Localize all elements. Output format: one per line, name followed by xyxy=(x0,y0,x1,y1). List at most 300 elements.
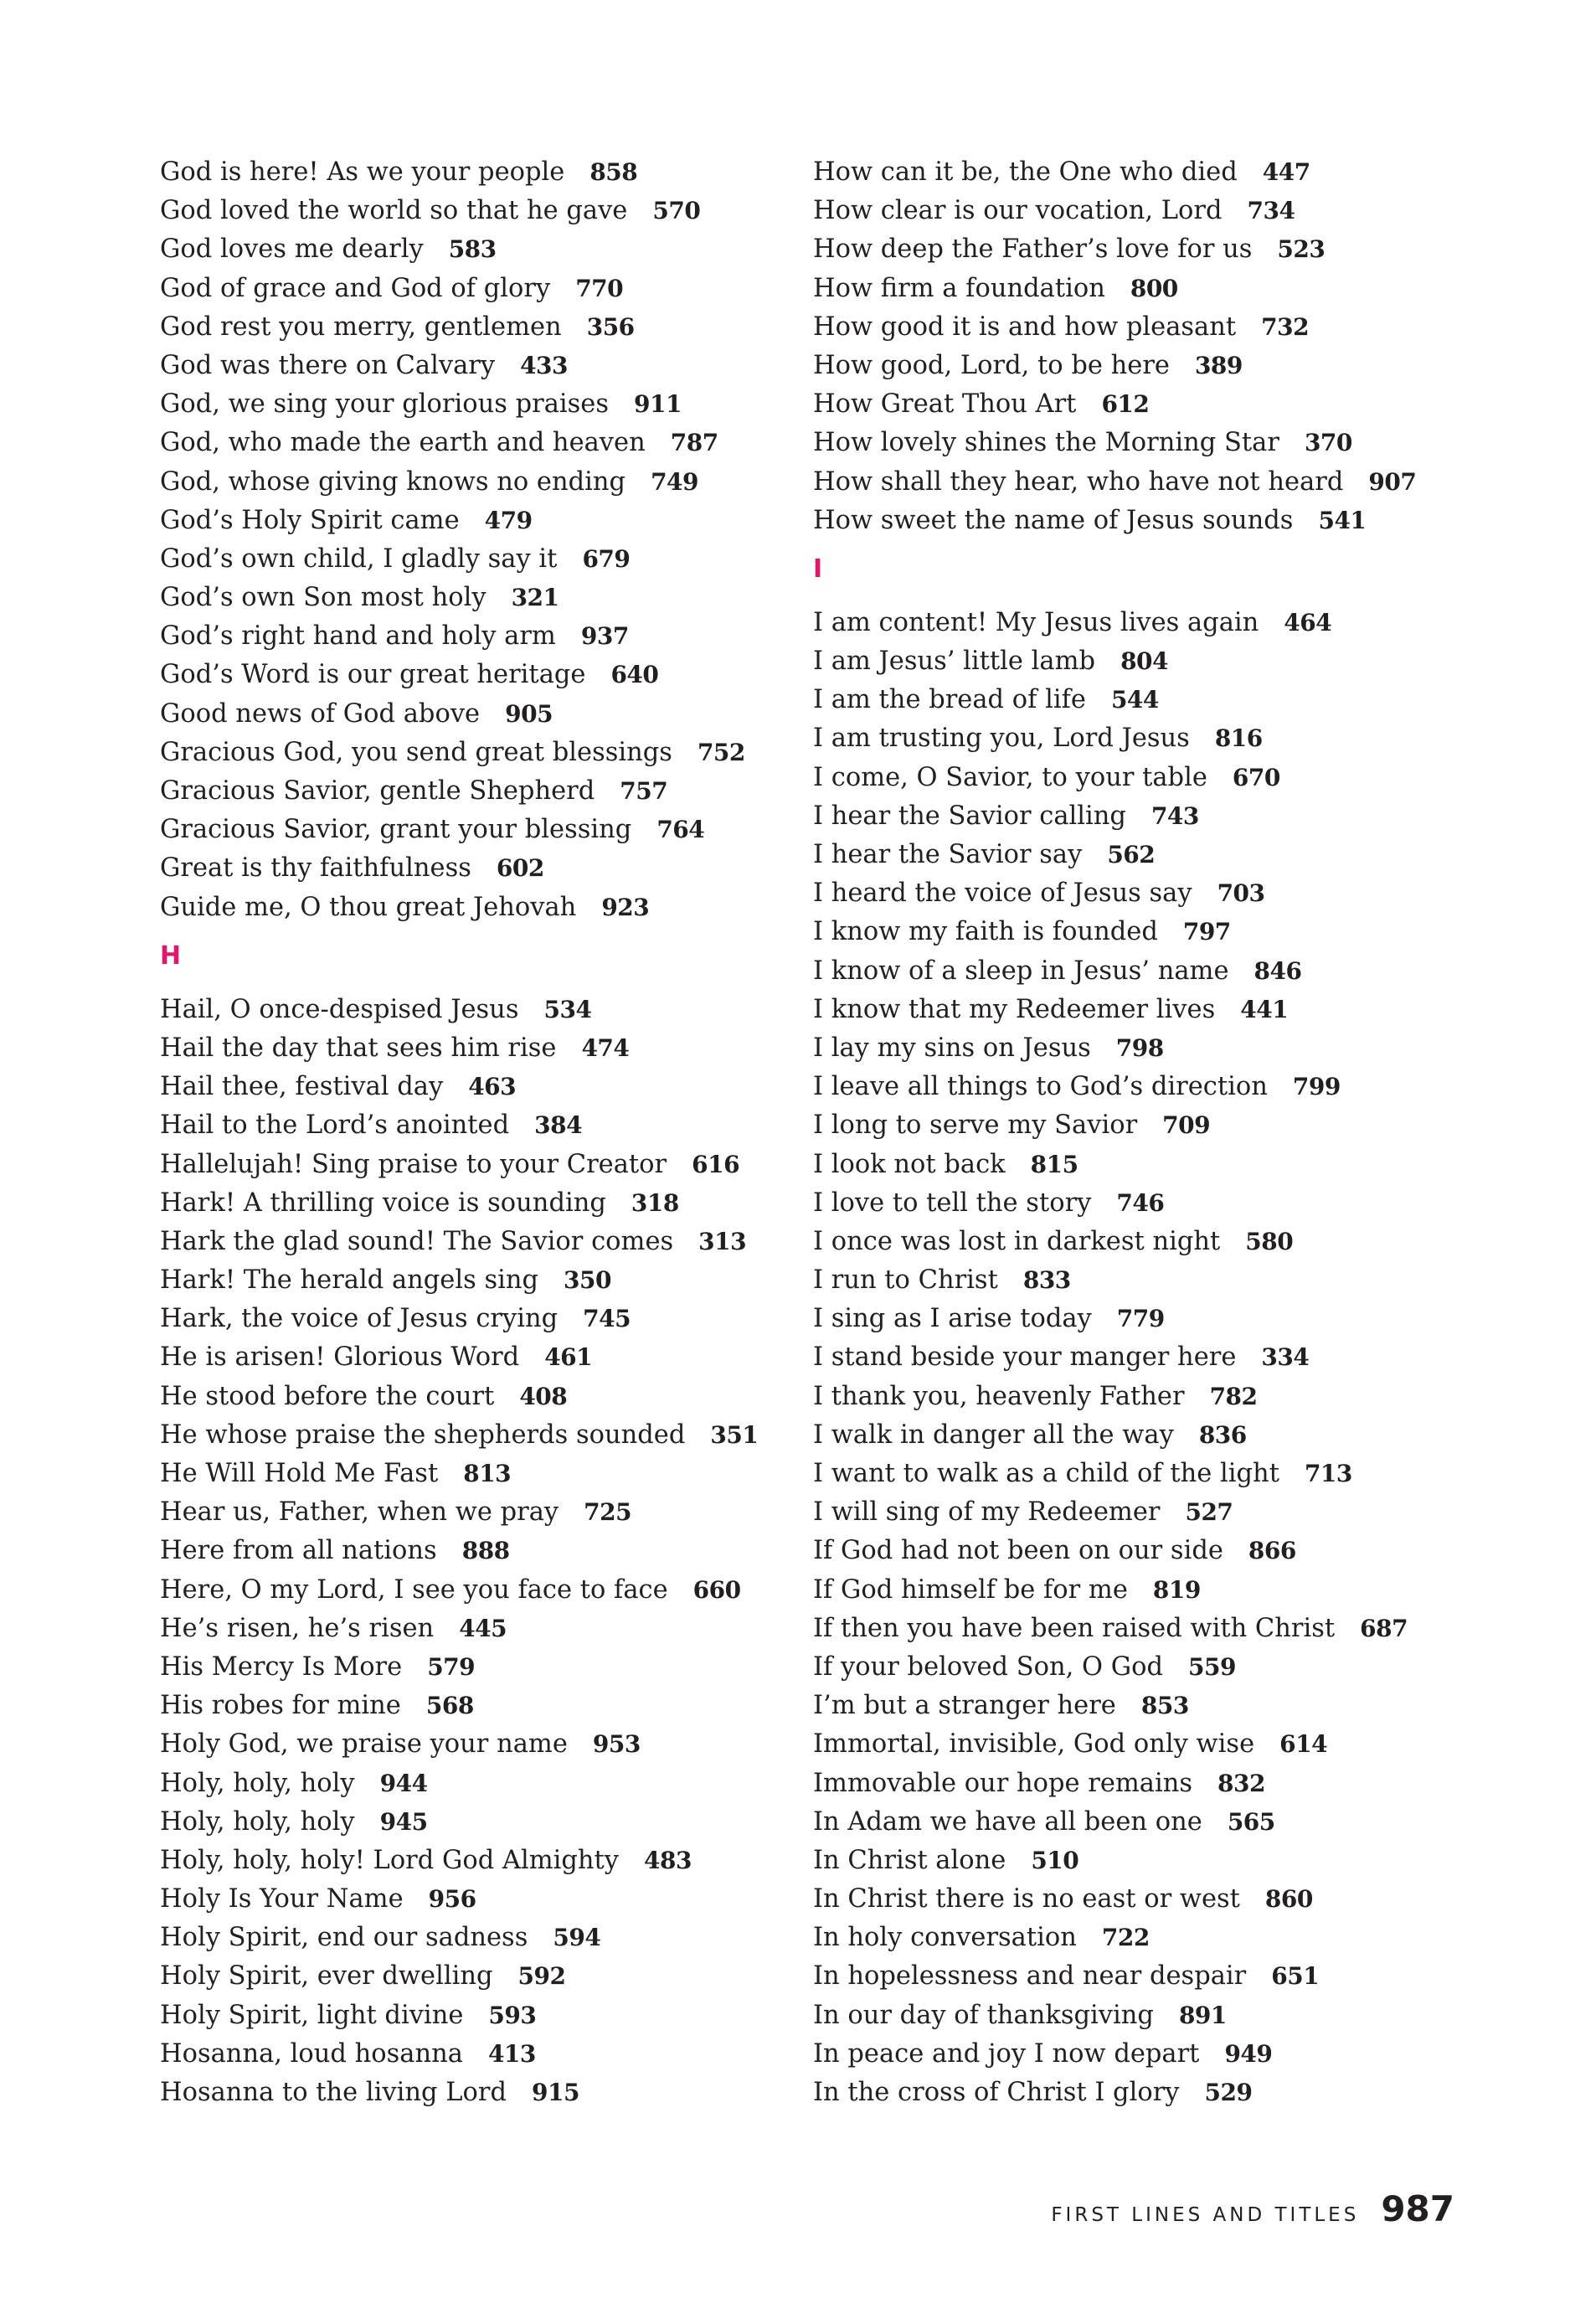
index-entry xyxy=(813,1880,1475,1919)
hymn-title: He’s risen, he’s risen xyxy=(160,1613,435,1643)
hymn-number: 937 xyxy=(580,622,629,651)
hymn-title: If God himself be for me xyxy=(813,1574,1128,1605)
index-entry xyxy=(160,811,796,849)
hymn-number: 570 xyxy=(652,197,701,225)
hymn-number: 745 xyxy=(583,1305,631,1333)
hymn-number: 687 xyxy=(1360,1614,1408,1642)
hymn-number: 461 xyxy=(544,1343,593,1372)
hymn-number: 797 xyxy=(1182,918,1231,946)
hymn-title: In peace and joy I now depart xyxy=(813,2038,1200,2069)
hymn-number: 541 xyxy=(1318,506,1367,534)
hymn-title: Guide me, O thou great Jehovah xyxy=(160,892,577,922)
hymn-number: 370 xyxy=(1304,429,1352,457)
hymn-number: 703 xyxy=(1217,879,1265,908)
hymn-title: God was there on Calvary xyxy=(160,350,496,380)
hymn-title: I know my faith is founded xyxy=(813,917,1158,947)
page-footer xyxy=(1051,2188,1454,2229)
hymn-title: God, who made the earth and heaven xyxy=(160,428,646,458)
index-entry xyxy=(160,2074,796,2112)
hymn-number: 464 xyxy=(1284,608,1332,636)
hymn-title: Hail thee, festival day xyxy=(160,1072,444,1102)
index-entry xyxy=(160,230,796,269)
index-entry xyxy=(813,1184,1475,1223)
index-entry xyxy=(160,1068,796,1106)
hymn-title: Gracious Savior, grant your blessing xyxy=(160,815,632,845)
hymn-number: 743 xyxy=(1150,801,1199,830)
hymn-title: I am trusting you, Lord Jesus xyxy=(813,724,1190,754)
hymn-title: God’s Word is our great heritage xyxy=(160,660,586,690)
index-entry xyxy=(813,604,1475,642)
index-entry xyxy=(160,1725,796,1764)
index-entry xyxy=(813,502,1475,540)
hymn-title: God loves me dearly xyxy=(160,234,424,265)
hymn-number: 799 xyxy=(1292,1073,1341,1101)
hymn-title: I lay my sins on Jesus xyxy=(813,1033,1091,1063)
hymn-number: 479 xyxy=(484,506,533,534)
right-entries-list xyxy=(813,153,1475,540)
hymn-number: 447 xyxy=(1262,158,1310,186)
hymn-title: I am the bread of life xyxy=(813,685,1086,715)
hymn-title: I thank you, heavenly Father xyxy=(813,1381,1185,1411)
hymn-title: God’s own child, I gladly say it xyxy=(160,544,558,574)
hymn-number: 815 xyxy=(1030,1150,1078,1178)
index-entry xyxy=(160,1455,796,1493)
hymn-number: 800 xyxy=(1130,274,1178,302)
index-entry xyxy=(813,2035,1475,2074)
index-entry xyxy=(160,579,796,617)
hymn-title: Hark! The herald angels sing xyxy=(160,1265,539,1296)
hymn-title: His Mercy Is More xyxy=(160,1652,403,1682)
index-entry xyxy=(160,1957,796,1996)
hymn-number: 651 xyxy=(1271,1962,1320,1991)
hymn-number: 565 xyxy=(1227,1807,1275,1836)
page-number: 987 xyxy=(1381,2188,1454,2229)
hymn-title: I heard the voice of Jesus say xyxy=(813,879,1192,909)
hymn-number: 474 xyxy=(581,1033,630,1062)
hymn-title: I walk in danger all the way xyxy=(813,1420,1174,1450)
section-heading-h: H xyxy=(160,940,182,971)
hymn-title: In the cross of Christ I glory xyxy=(813,2078,1180,2107)
hymn-number: 334 xyxy=(1261,1343,1310,1372)
index-entry xyxy=(160,1765,796,1803)
index-entry xyxy=(813,1997,1475,2035)
hymn-number: 594 xyxy=(553,1924,601,1952)
index-entry xyxy=(813,1957,1475,1996)
index-entry xyxy=(813,1842,1475,1880)
hymn-title: I want to walk as a child of the light xyxy=(813,1459,1279,1488)
hymn-number: 732 xyxy=(1261,312,1310,341)
hymn-title: If then you have been raised with Christ xyxy=(813,1613,1336,1643)
index-entry xyxy=(160,1571,796,1610)
index-entry xyxy=(160,1610,796,1648)
hymn-title: Here, O my Lord, I see you face to face xyxy=(160,1574,668,1605)
index-entry xyxy=(813,1338,1475,1377)
hymn-title: Hark, the voice of Jesus crying xyxy=(160,1304,559,1334)
hymn-title: Hark! A thrilling voice is sounding xyxy=(160,1188,606,1218)
hymn-number: 709 xyxy=(1162,1111,1211,1140)
hymn-number: 356 xyxy=(586,312,635,341)
index-entry xyxy=(160,991,796,1029)
index-entry xyxy=(813,347,1475,385)
index-entry xyxy=(813,1803,1475,1842)
index-entry xyxy=(160,889,796,927)
hymn-title: How good, Lord, to be here xyxy=(813,350,1170,380)
hymn-title: Holy Is Your Name xyxy=(160,1884,404,1914)
index-entry xyxy=(813,759,1475,797)
hymn-title: In holy conversation xyxy=(813,1923,1077,1953)
hymn-title: In our day of thanksgiving xyxy=(813,2000,1154,2030)
hymn-title: God, we sing your glorious praises xyxy=(160,389,609,420)
index-entry xyxy=(160,1184,796,1223)
right-entries-list-after-heading xyxy=(813,604,1475,2112)
index-entry xyxy=(813,1146,1475,1184)
hymn-number: 836 xyxy=(1198,1420,1247,1449)
hymn-number: 660 xyxy=(692,1575,741,1604)
index-entry xyxy=(813,1029,1475,1068)
hymn-title: Hail the day that sees him rise xyxy=(160,1033,557,1063)
index-entry xyxy=(160,1880,796,1919)
hymn-title: How shall they hear, who have not heard xyxy=(813,466,1344,497)
index-entry xyxy=(813,1687,1475,1725)
hymn-number: 350 xyxy=(564,1266,611,1295)
hymn-title: How sweet the name of Jesus sounds xyxy=(813,505,1294,535)
hymn-title: Immortal, invisible, God only wise xyxy=(813,1729,1255,1760)
hymn-title: He stood before the court xyxy=(160,1381,495,1411)
hymn-number: 614 xyxy=(1279,1730,1328,1759)
hymn-number: 782 xyxy=(1209,1382,1258,1410)
hymn-title: Hosanna, loud hosanna xyxy=(160,2038,463,2069)
hymn-number: 858 xyxy=(589,158,638,186)
hymn-number: 670 xyxy=(1232,763,1280,791)
index-entry xyxy=(160,1338,796,1377)
index-entry xyxy=(813,1223,1475,1261)
index-entry xyxy=(160,734,796,772)
hymn-title: I look not back xyxy=(813,1149,1006,1179)
hymn-title: God rest you merry, gentlemen xyxy=(160,312,562,342)
index-entry xyxy=(160,463,796,502)
hymn-title: God is here! As we your people xyxy=(160,157,565,187)
index-entry xyxy=(813,1493,1475,1532)
index-entry xyxy=(813,1106,1475,1145)
hymn-number: 846 xyxy=(1253,956,1302,985)
hymn-number: 583 xyxy=(448,235,497,264)
hymn-number: 523 xyxy=(1277,235,1325,264)
index-entry xyxy=(160,1106,796,1145)
hymn-title: I know that my Redeemer lives xyxy=(813,994,1216,1024)
hymn-title: God loved the world so that he gave xyxy=(160,196,628,226)
hymn-title: I love to tell the story xyxy=(813,1188,1092,1218)
hymn-title: Great is thy faithfulness xyxy=(160,853,471,884)
hymn-number: 764 xyxy=(656,816,705,844)
hymn-title: I will sing of my Redeemer xyxy=(813,1497,1161,1528)
index-entry xyxy=(813,1378,1475,1416)
hymn-title: I am Jesus’ little lamb xyxy=(813,647,1096,677)
index-entry xyxy=(160,385,796,424)
index-entry xyxy=(160,2035,796,2074)
hymn-title: God’s right hand and holy arm xyxy=(160,621,556,652)
index-entry xyxy=(160,1648,796,1687)
hymn-title: He Will Hold Me Fast xyxy=(160,1459,439,1488)
index-entry xyxy=(813,1300,1475,1338)
index-entry xyxy=(160,1300,796,1338)
index-entry xyxy=(160,1416,796,1455)
hymn-title: How clear is our vocation, Lord xyxy=(813,196,1223,226)
hymn-number: 816 xyxy=(1214,724,1263,753)
hymn-title: In Adam we have all been one xyxy=(813,1806,1202,1837)
hymn-title: Hear us, Father, when we pray xyxy=(160,1497,559,1528)
hymn-title: His robes for mine xyxy=(160,1691,401,1721)
hymn-title: Hail, O once-despised Jesus xyxy=(160,994,519,1024)
hymn-title: Holy Spirit, ever dwelling xyxy=(160,1961,493,1992)
hymn-number: 318 xyxy=(631,1188,679,1217)
hymn-number: 770 xyxy=(575,274,624,302)
hymn-number: 389 xyxy=(1194,351,1243,379)
index-entry xyxy=(160,1146,796,1184)
hymn-number: 445 xyxy=(459,1614,507,1642)
hymn-title: I know of a sleep in Jesus’ name xyxy=(813,956,1229,986)
hymn-title: Immovable our hope remains xyxy=(813,1768,1193,1798)
index-entry xyxy=(160,656,796,694)
hymn-title: In hopelessness and near despair xyxy=(813,1961,1247,1992)
hymn-title: How Great Thou Art xyxy=(813,389,1077,420)
hymn-number: 956 xyxy=(428,1885,476,1914)
hymn-number: 544 xyxy=(1110,686,1159,714)
hymn-number: 746 xyxy=(1116,1188,1165,1217)
hymn-number: 779 xyxy=(1116,1305,1165,1333)
hymn-number: 757 xyxy=(620,777,668,805)
hymn-title: Gracious God, you send great blessings xyxy=(160,737,672,767)
hymn-title: God of grace and God of glory xyxy=(160,273,551,303)
hymn-title: I run to Christ xyxy=(813,1265,998,1296)
index-entry xyxy=(160,502,796,540)
index-entry xyxy=(813,1648,1475,1687)
hymn-number: 819 xyxy=(1152,1575,1201,1604)
index-entry xyxy=(160,1997,796,2035)
hymn-number: 911 xyxy=(634,390,682,419)
index-entry xyxy=(160,540,796,579)
hymn-number: 749 xyxy=(651,467,699,496)
index-entry xyxy=(813,952,1475,991)
hymn-number: 679 xyxy=(582,544,631,573)
hymn-number: 752 xyxy=(697,738,745,766)
hymn-number: 640 xyxy=(610,661,659,689)
hymn-title: How can it be, the One who died xyxy=(813,157,1238,187)
hymn-title: I long to serve my Savior xyxy=(813,1110,1138,1141)
left-entries-list xyxy=(160,153,796,927)
hymn-title: Holy, holy, holy xyxy=(160,1806,355,1837)
hymn-number: 351 xyxy=(710,1420,759,1449)
index-entry xyxy=(813,424,1475,462)
index-entry xyxy=(813,463,1475,502)
index-entry xyxy=(813,270,1475,308)
hymn-number: 953 xyxy=(592,1730,641,1759)
index-entry xyxy=(160,1378,796,1416)
hymn-number: 592 xyxy=(517,1962,566,1991)
hymn-number: 832 xyxy=(1217,1769,1265,1797)
hymn-title: I come, O Savior, to your table xyxy=(813,762,1207,792)
hymn-title: How firm a foundation xyxy=(813,273,1105,303)
hymn-number: 944 xyxy=(379,1769,428,1797)
index-entry xyxy=(160,153,796,192)
hymn-number: 860 xyxy=(1264,1885,1313,1914)
hymn-title: In Christ there is no east or west xyxy=(813,1884,1240,1914)
hymn-number: 413 xyxy=(487,2039,536,2068)
hymn-title: I sing as I arise today xyxy=(813,1304,1092,1334)
index-entry xyxy=(813,1725,1475,1764)
hymn-number: 527 xyxy=(1185,1498,1233,1527)
hymn-number: 787 xyxy=(670,429,718,457)
index-entry xyxy=(160,1261,796,1300)
hymn-number: 534 xyxy=(543,995,592,1023)
hymn-title: God’s Holy Spirit came xyxy=(160,505,460,535)
hymn-number: 529 xyxy=(1204,2079,1253,2106)
index-entry xyxy=(813,1765,1475,1803)
hymn-number: 891 xyxy=(1178,2001,1227,2029)
index-entry xyxy=(813,1571,1475,1610)
hymn-number: 798 xyxy=(1115,1033,1164,1062)
hymn-title: He whose praise the shepherds sounded xyxy=(160,1420,686,1450)
hymn-number: 945 xyxy=(379,1807,428,1836)
hymn-number: 734 xyxy=(1247,197,1295,225)
index-entry xyxy=(160,1803,796,1842)
hymn-number: 580 xyxy=(1245,1227,1294,1255)
hymn-number: 612 xyxy=(1101,390,1150,419)
hymn-title: How lovely shines the Morning Star xyxy=(813,428,1279,458)
hymn-number: 441 xyxy=(1240,995,1289,1023)
hymn-number: 579 xyxy=(427,1652,476,1681)
hymn-number: 568 xyxy=(425,1692,474,1720)
index-entry xyxy=(160,617,796,656)
hymn-title: I hear the Savior say xyxy=(813,840,1083,869)
hymn-number: 602 xyxy=(496,854,544,883)
hymn-number: 562 xyxy=(1107,841,1156,868)
hymn-title: Gracious Savior, gentle Shepherd xyxy=(160,776,595,806)
hymn-number: 813 xyxy=(463,1460,512,1487)
index-entry xyxy=(813,874,1475,913)
index-entry xyxy=(160,424,796,462)
index-entry xyxy=(160,1029,796,1068)
index-entry xyxy=(160,308,796,347)
index-entry xyxy=(813,230,1475,269)
hymn-number: 408 xyxy=(519,1382,568,1410)
index-entry xyxy=(813,1610,1475,1648)
index-entry xyxy=(160,347,796,385)
hymn-number: 483 xyxy=(644,1846,692,1874)
hymn-number: 321 xyxy=(511,584,559,612)
running-footer-label: FIRST LINES AND TITLES xyxy=(1051,2204,1360,2226)
index-entry xyxy=(813,1455,1475,1493)
hymn-title: I stand beside your manger here xyxy=(813,1342,1237,1373)
hymn-title: He is arisen! Glorious Word xyxy=(160,1342,520,1373)
index-entry xyxy=(813,991,1475,1029)
index-entry xyxy=(813,913,1475,951)
hymn-title: I’m but a stranger here xyxy=(813,1691,1116,1721)
index-entry xyxy=(160,1223,796,1261)
hymn-number: 866 xyxy=(1248,1537,1296,1565)
left-entries-list-after-heading xyxy=(160,991,796,2112)
index-entry xyxy=(160,1493,796,1532)
hymn-number: 923 xyxy=(601,893,650,921)
index-entry xyxy=(813,642,1475,681)
index-entry xyxy=(813,1919,1475,1957)
hymn-title: Holy, holy, holy! Lord God Almighty xyxy=(160,1845,620,1875)
index-entry xyxy=(813,1416,1475,1455)
hymn-title: Hosanna to the living Lord xyxy=(160,2078,507,2107)
hymn-title: How deep the Father’s love for us xyxy=(813,234,1253,265)
hymn-title: Holy Spirit, end our sadness xyxy=(160,1923,528,1953)
index-entry xyxy=(813,153,1475,192)
index-entry xyxy=(160,192,796,230)
hymn-title: If your beloved Son, O God xyxy=(813,1652,1163,1682)
index-entry xyxy=(813,681,1475,719)
hymn-title: Good news of God above xyxy=(160,698,481,729)
hymn-title: Hallelujah! Sing praise to your Creator xyxy=(160,1149,667,1179)
hymn-number: 907 xyxy=(1368,467,1417,496)
hymn-title: Holy, holy, holy xyxy=(160,1768,355,1798)
index-entry xyxy=(813,836,1475,874)
hymn-title: How good it is and how pleasant xyxy=(813,312,1237,342)
index-entry xyxy=(160,270,796,308)
index-entry xyxy=(160,1842,796,1880)
hymn-number: 713 xyxy=(1304,1460,1352,1487)
hymn-number: 722 xyxy=(1101,1924,1150,1952)
hymn-number: 616 xyxy=(692,1150,740,1178)
index-entry xyxy=(813,1068,1475,1106)
hymn-title: If God had not been on our side xyxy=(813,1536,1223,1566)
hymn-number: 853 xyxy=(1140,1692,1189,1720)
index-entry xyxy=(813,385,1475,424)
hymn-title: Holy God, we praise your name xyxy=(160,1729,568,1760)
hymn-number: 593 xyxy=(488,2001,537,2029)
hymn-title: God’s own Son most holy xyxy=(160,583,486,613)
index-entry xyxy=(813,1261,1475,1300)
hymn-number: 384 xyxy=(534,1111,583,1140)
index-entry xyxy=(813,2074,1475,2112)
hymn-title: Hark the glad sound! The Savior comes xyxy=(160,1226,674,1256)
index-entry xyxy=(160,849,796,888)
hymn-number: 559 xyxy=(1187,1652,1236,1681)
hymn-title: I leave all things to God’s direction xyxy=(813,1072,1268,1102)
index-entry xyxy=(160,1687,796,1725)
hymn-title: God, whose giving knows no ending xyxy=(160,466,626,497)
hymn-number: 313 xyxy=(698,1227,747,1255)
section-heading-i: I xyxy=(813,554,823,584)
hymn-number: 725 xyxy=(584,1498,632,1527)
hymn-title: Holy Spirit, light divine xyxy=(160,2000,464,2030)
hymn-number: 949 xyxy=(1224,2039,1273,2068)
hymn-number: 510 xyxy=(1031,1846,1079,1874)
hymn-title: Hail to the Lord’s anointed xyxy=(160,1110,510,1141)
hymn-number: 833 xyxy=(1022,1266,1071,1295)
left-column xyxy=(160,153,796,2112)
hymn-number: 433 xyxy=(520,351,569,379)
hymn-title: In Christ alone xyxy=(813,1845,1006,1875)
index-entry xyxy=(160,1532,796,1570)
hymn-number: 804 xyxy=(1120,647,1169,676)
index-entry xyxy=(813,192,1475,230)
right-column xyxy=(813,153,1475,2112)
hymn-number: 915 xyxy=(532,2079,579,2106)
hymn-title: I am content! My Jesus lives again xyxy=(813,607,1259,637)
index-entry xyxy=(813,1532,1475,1570)
index-entry xyxy=(160,695,796,734)
index-entry xyxy=(813,308,1475,347)
hymn-number: 905 xyxy=(505,699,553,728)
hymn-title: I once was lost in darkest night xyxy=(813,1226,1221,1256)
index-entry xyxy=(813,719,1475,758)
hymn-title: Here from all nations xyxy=(160,1536,437,1566)
hymn-number: 463 xyxy=(468,1073,517,1101)
